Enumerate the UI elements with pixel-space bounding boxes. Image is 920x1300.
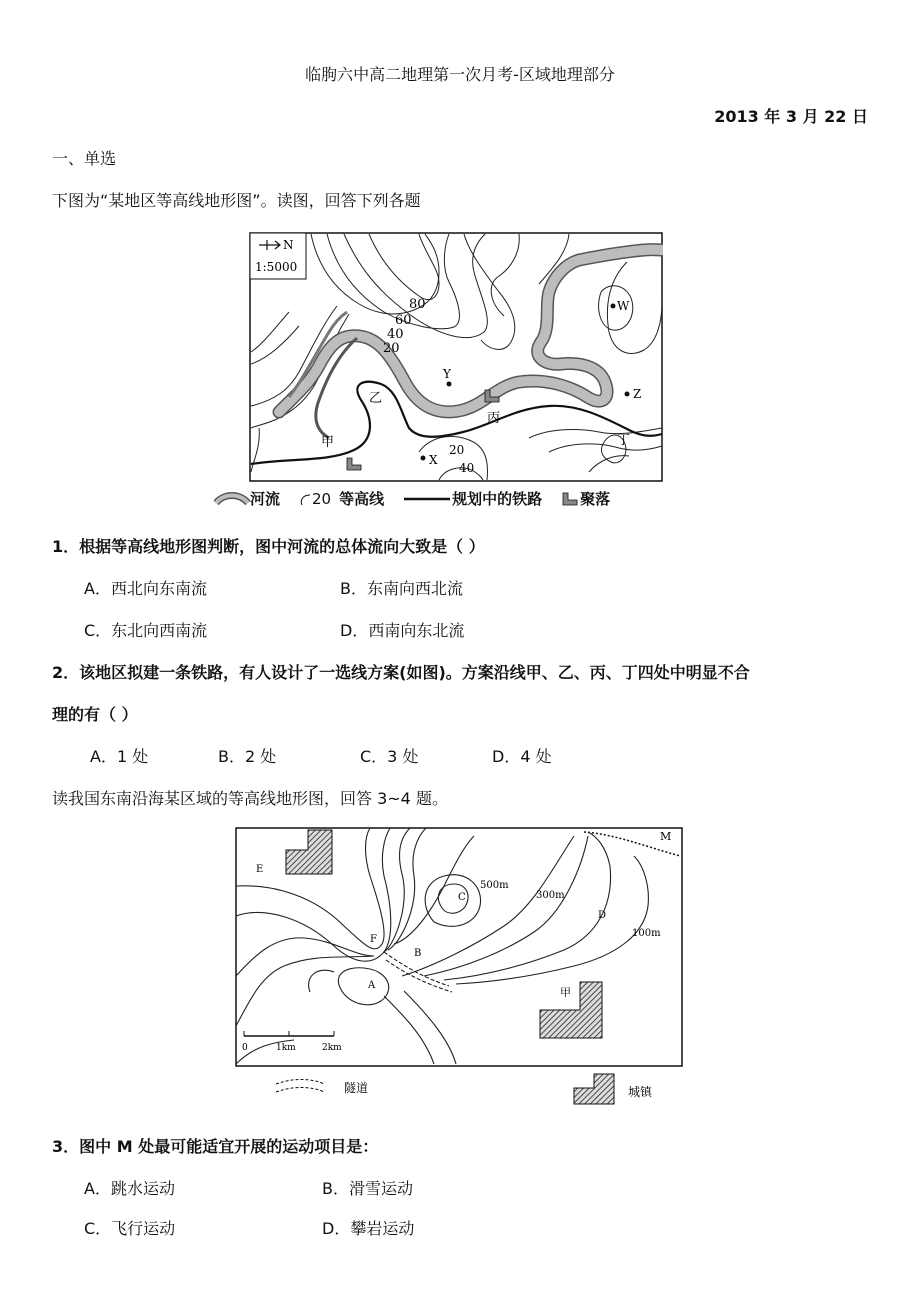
railway-legend-icon bbox=[402, 493, 452, 505]
point-d: D bbox=[598, 910, 607, 921]
point-c: C bbox=[458, 892, 466, 903]
q1-option-b[interactable]: B．东南向西北流 bbox=[340, 579, 463, 598]
point-y: Y bbox=[443, 367, 451, 381]
section-heading: 一、单选 bbox=[52, 149, 117, 168]
north-label: N bbox=[283, 238, 294, 252]
point-w: W bbox=[617, 299, 630, 313]
site-ding: 丁 bbox=[617, 433, 631, 448]
svg-text:100m: 100m bbox=[632, 928, 661, 939]
svg-text:80: 80 bbox=[409, 297, 426, 312]
scale-label: 1:5000 bbox=[255, 260, 298, 274]
legend-railway: 规划中的铁路 bbox=[452, 490, 543, 508]
town-jia-label: 甲 bbox=[560, 986, 571, 999]
q3-option-c[interactable]: C．飞行运动 bbox=[84, 1219, 176, 1238]
q2-option-a[interactable]: A．1 处 bbox=[90, 747, 149, 766]
legend-tunnel: 隧道 bbox=[344, 1081, 369, 1095]
point-x: X bbox=[429, 453, 438, 467]
svg-text:300m: 300m bbox=[536, 890, 565, 901]
legend-contour: 等高线 bbox=[339, 490, 385, 508]
point-a: A bbox=[368, 980, 376, 991]
svg-text:20: 20 bbox=[383, 341, 400, 356]
legend-river: 河流 bbox=[250, 490, 281, 508]
legend-town: 城镇 bbox=[628, 1085, 653, 1099]
q1-option-d[interactable]: D．西南向东北流 bbox=[340, 621, 465, 640]
settlement-legend-icon bbox=[560, 491, 580, 507]
legend-contour-sample: 20 bbox=[312, 489, 332, 508]
svg-text:60: 60 bbox=[395, 313, 412, 328]
q2-option-d[interactable]: D．4 处 bbox=[492, 747, 552, 766]
tunnel-legend-icon bbox=[276, 1080, 324, 1085]
map1-intro: 下图为“某地区等高线地形图”。读图，回答下列各题 bbox=[52, 191, 421, 210]
contour-map-2 bbox=[234, 826, 686, 1114]
q3-option-a[interactable]: A．跳水运动 bbox=[84, 1179, 175, 1198]
q2-option-b[interactable]: B．2 处 bbox=[218, 747, 277, 766]
map1-legend bbox=[214, 488, 628, 509]
site-jia: 甲 bbox=[321, 435, 335, 450]
exam-date: 2013 年 3 月 22 日 bbox=[714, 107, 868, 126]
contour-legend-icon bbox=[298, 491, 312, 507]
legend-settlement: 聚落 bbox=[580, 490, 611, 508]
town-legend-icon bbox=[574, 1074, 614, 1104]
q1-option-c[interactable]: C．东北向西南流 bbox=[84, 621, 208, 640]
contour-map-1 bbox=[249, 232, 663, 482]
q3-option-b[interactable]: B．滑雪运动 bbox=[322, 1179, 413, 1198]
question-1: 1．根据等高线地形图判断，图中河流的总体流向大致是（ ） bbox=[52, 537, 485, 556]
svg-text:40: 40 bbox=[387, 327, 404, 342]
svg-text:500m: 500m bbox=[480, 880, 509, 891]
q3-option-d[interactable]: D．攀岩运动 bbox=[322, 1219, 415, 1238]
question-3: 3．图中 M 处最可能适宜开展的运动项目是： bbox=[52, 1137, 379, 1156]
point-m: M bbox=[660, 830, 672, 843]
question-2-line2: 理的有（ ） bbox=[52, 705, 138, 724]
svg-text:1km: 1km bbox=[276, 1043, 296, 1053]
svg-text:40: 40 bbox=[459, 461, 475, 475]
point-f: F bbox=[370, 934, 377, 945]
page-title: 临朐六中高二地理第一次月考-区域地理部分 bbox=[305, 65, 615, 84]
river-legend-icon bbox=[214, 491, 250, 507]
question-2-line1: 2．该地区拟建一条铁路，有人设计了一选线方案(如图)。方案沿线甲、乙、丙、丁四处中明显不合 bbox=[52, 663, 750, 682]
q1-option-a[interactable]: A．西北向东南流 bbox=[84, 579, 207, 598]
svg-text:2km: 2km bbox=[322, 1043, 342, 1053]
map2-intro: 读我国东南沿海某区域的等高线地形图，回答 3~4 题。 bbox=[52, 789, 448, 808]
site-bing: 丙 bbox=[487, 411, 501, 426]
q2-option-c[interactable]: C．3 处 bbox=[360, 747, 419, 766]
point-z: Z bbox=[633, 387, 642, 401]
svg-text:20: 20 bbox=[449, 443, 465, 457]
point-e: E bbox=[256, 864, 264, 875]
site-yi: 乙 bbox=[369, 391, 383, 406]
svg-text:0: 0 bbox=[242, 1043, 248, 1053]
point-b: B bbox=[414, 948, 422, 959]
